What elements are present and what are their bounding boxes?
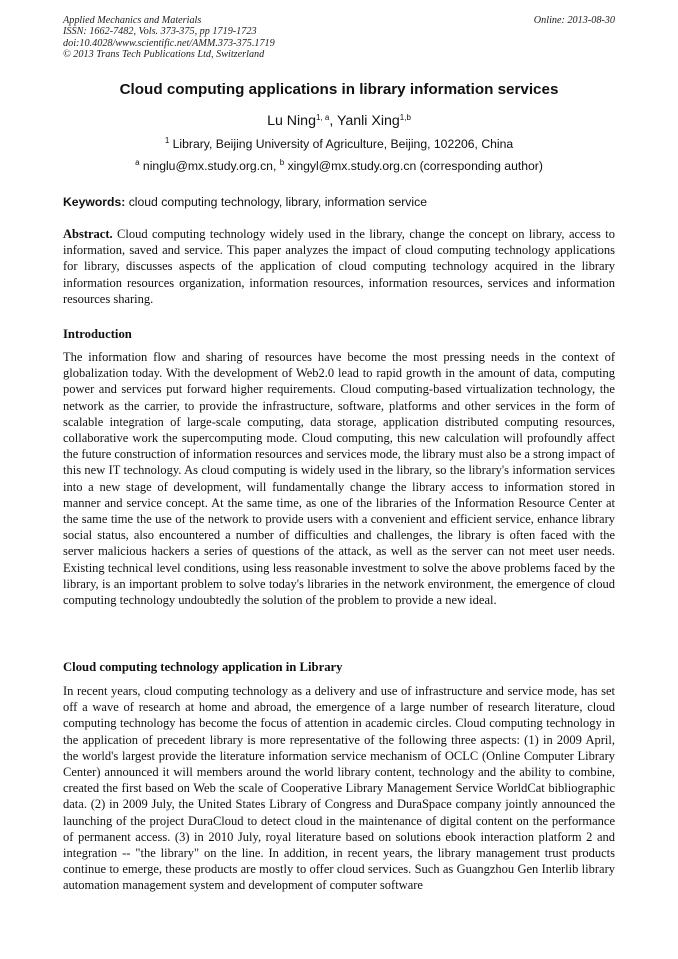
author-1-sup: 1, a — [315, 113, 330, 122]
author-separator: , — [329, 113, 337, 129]
author-line — [0, 113, 678, 129]
introduction-paragraph: The information flow and sharing of resources have become the most pressing needs in the context of globalization today. With the development of Web2.0 lead to rapid growth in the amount of data, computing power and services put forward higher requirements. Cloud computing-based virtualization technology, the network as the carrier, to provide the infrastructure, software, platforms and other services in the form of scalable integration of large-scale computing, data storage, application distributed computing resources, collaborative work the supercomputing mode. Cloud computing, this new calculation will profoundly affect the future construction of information resources and services mode, the library must also be a strong impact of this new IT technology. As cloud computing is widely used in the library, so the library's information services into a new stage of development, will fundamentally change the library access to information stored in manner and service concept. At the same time, as one of the libraries of the Information Resource Center at the same time the use of the network to provide users with a convenient and efficient service, enhance library social status, also encountered a number of difficulties and challenges, the library is often faced with the server malicious hackers a series of questions of the attack, as well as the server can not meet user needs. Existing technical level conditions, using less reasonable investment to solve the above problems faced by the library, is an important problem to solve today's libraries in the network environment, the emergence of cloud computing technology undoubtedly the solution of the problem to provide a new ideal. — [63, 350, 615, 608]
email-b-sup: b — [279, 158, 285, 167]
keywords-label: Keywords: — [63, 195, 126, 209]
copyright-line: © 2013 Trans Tech Publications Ltd, Switzerland — [63, 49, 265, 61]
introduction-heading: Introduction — [63, 327, 132, 341]
affiliation-number: 1 — [164, 136, 170, 145]
author-2-sup: 1,b — [399, 113, 411, 122]
paper-title: Cloud computing applications in library information services — [119, 81, 559, 98]
online-date: Online: 2013-08-30 — [533, 15, 615, 26]
cloud-section-paragraph: In recent years, cloud computing technology as a delivery and use of infrastructure and service mode, has set off a wave of research at home and abroad, the emergence of a large number of research literature, cloud computing technology has become the focus of attention in academic circles. Cloud computing technology in the application of precedent library is more representative of the following three aspects: (1) in 2009 April, the world's largest provide the literature information service mechanism of OCLC (Online Computer Library Center) announced it will members around the world library content, technology and the ability to combine, created the first based on Web the scale of Cooperative Library Management Service WorldCat bibliographic data. (2) in 2009 July, the United States Library of Congress and DuraSpace company jointly announced the launching of the project DuraCloud to detect cloud in the maintenance of digital content on the performance of permanent access. (3) in 2010 July, royal literature based on solutions ebook interaction platform 2 and integration -- "the library" on the line. In addition, in recent years, the library management trust products continue to emerge, these products are mostly to offer cloud services. Such as Guangzhou Gen Interlib library automation management system and development of computer software — [63, 684, 615, 893]
doi-line: doi:10.4028/www.scientific.net/AMM.373-375.1719 — [63, 37, 275, 49]
abstract — [63, 226, 615, 307]
journal-name: Applied Mechanics and Materials — [63, 15, 202, 26]
affiliation-text: Library, Beijing University of Agriculture, Beijing, 102206, China — [169, 137, 514, 151]
keywords-text: cloud computing technology, library, information service — [125, 195, 427, 209]
email-line — [0, 159, 678, 173]
issn-line: ISSN: 1662-7482, Vols. 373-375, pp 1719-1723 — [63, 26, 257, 38]
email-a: ninglu@mx.study.org.cn, — [139, 159, 280, 173]
journal-header — [63, 15, 615, 61]
abstract-label: Abstract. — [63, 227, 113, 241]
author-1: Lu Ning — [267, 113, 316, 129]
email-a-sup: a — [135, 158, 140, 167]
author-2: Yanli Xing — [336, 113, 400, 129]
email-b: xingyl@mx.study.org.cn (corresponding author) — [284, 159, 543, 173]
abstract-text: Cloud computing technology widely used in the library, change the concept on library, access to information, saved and service. This paper analyzes the impact of cloud computing technology applications for library, discusses aspects of the application of cloud computing technology acquired in the library information resources organization, information resources, information resources, services and information resources sharing. — [63, 227, 615, 306]
keywords — [63, 195, 615, 209]
cloud-section-heading: Cloud computing technology application in Library — [63, 660, 343, 674]
affiliation — [0, 137, 678, 151]
